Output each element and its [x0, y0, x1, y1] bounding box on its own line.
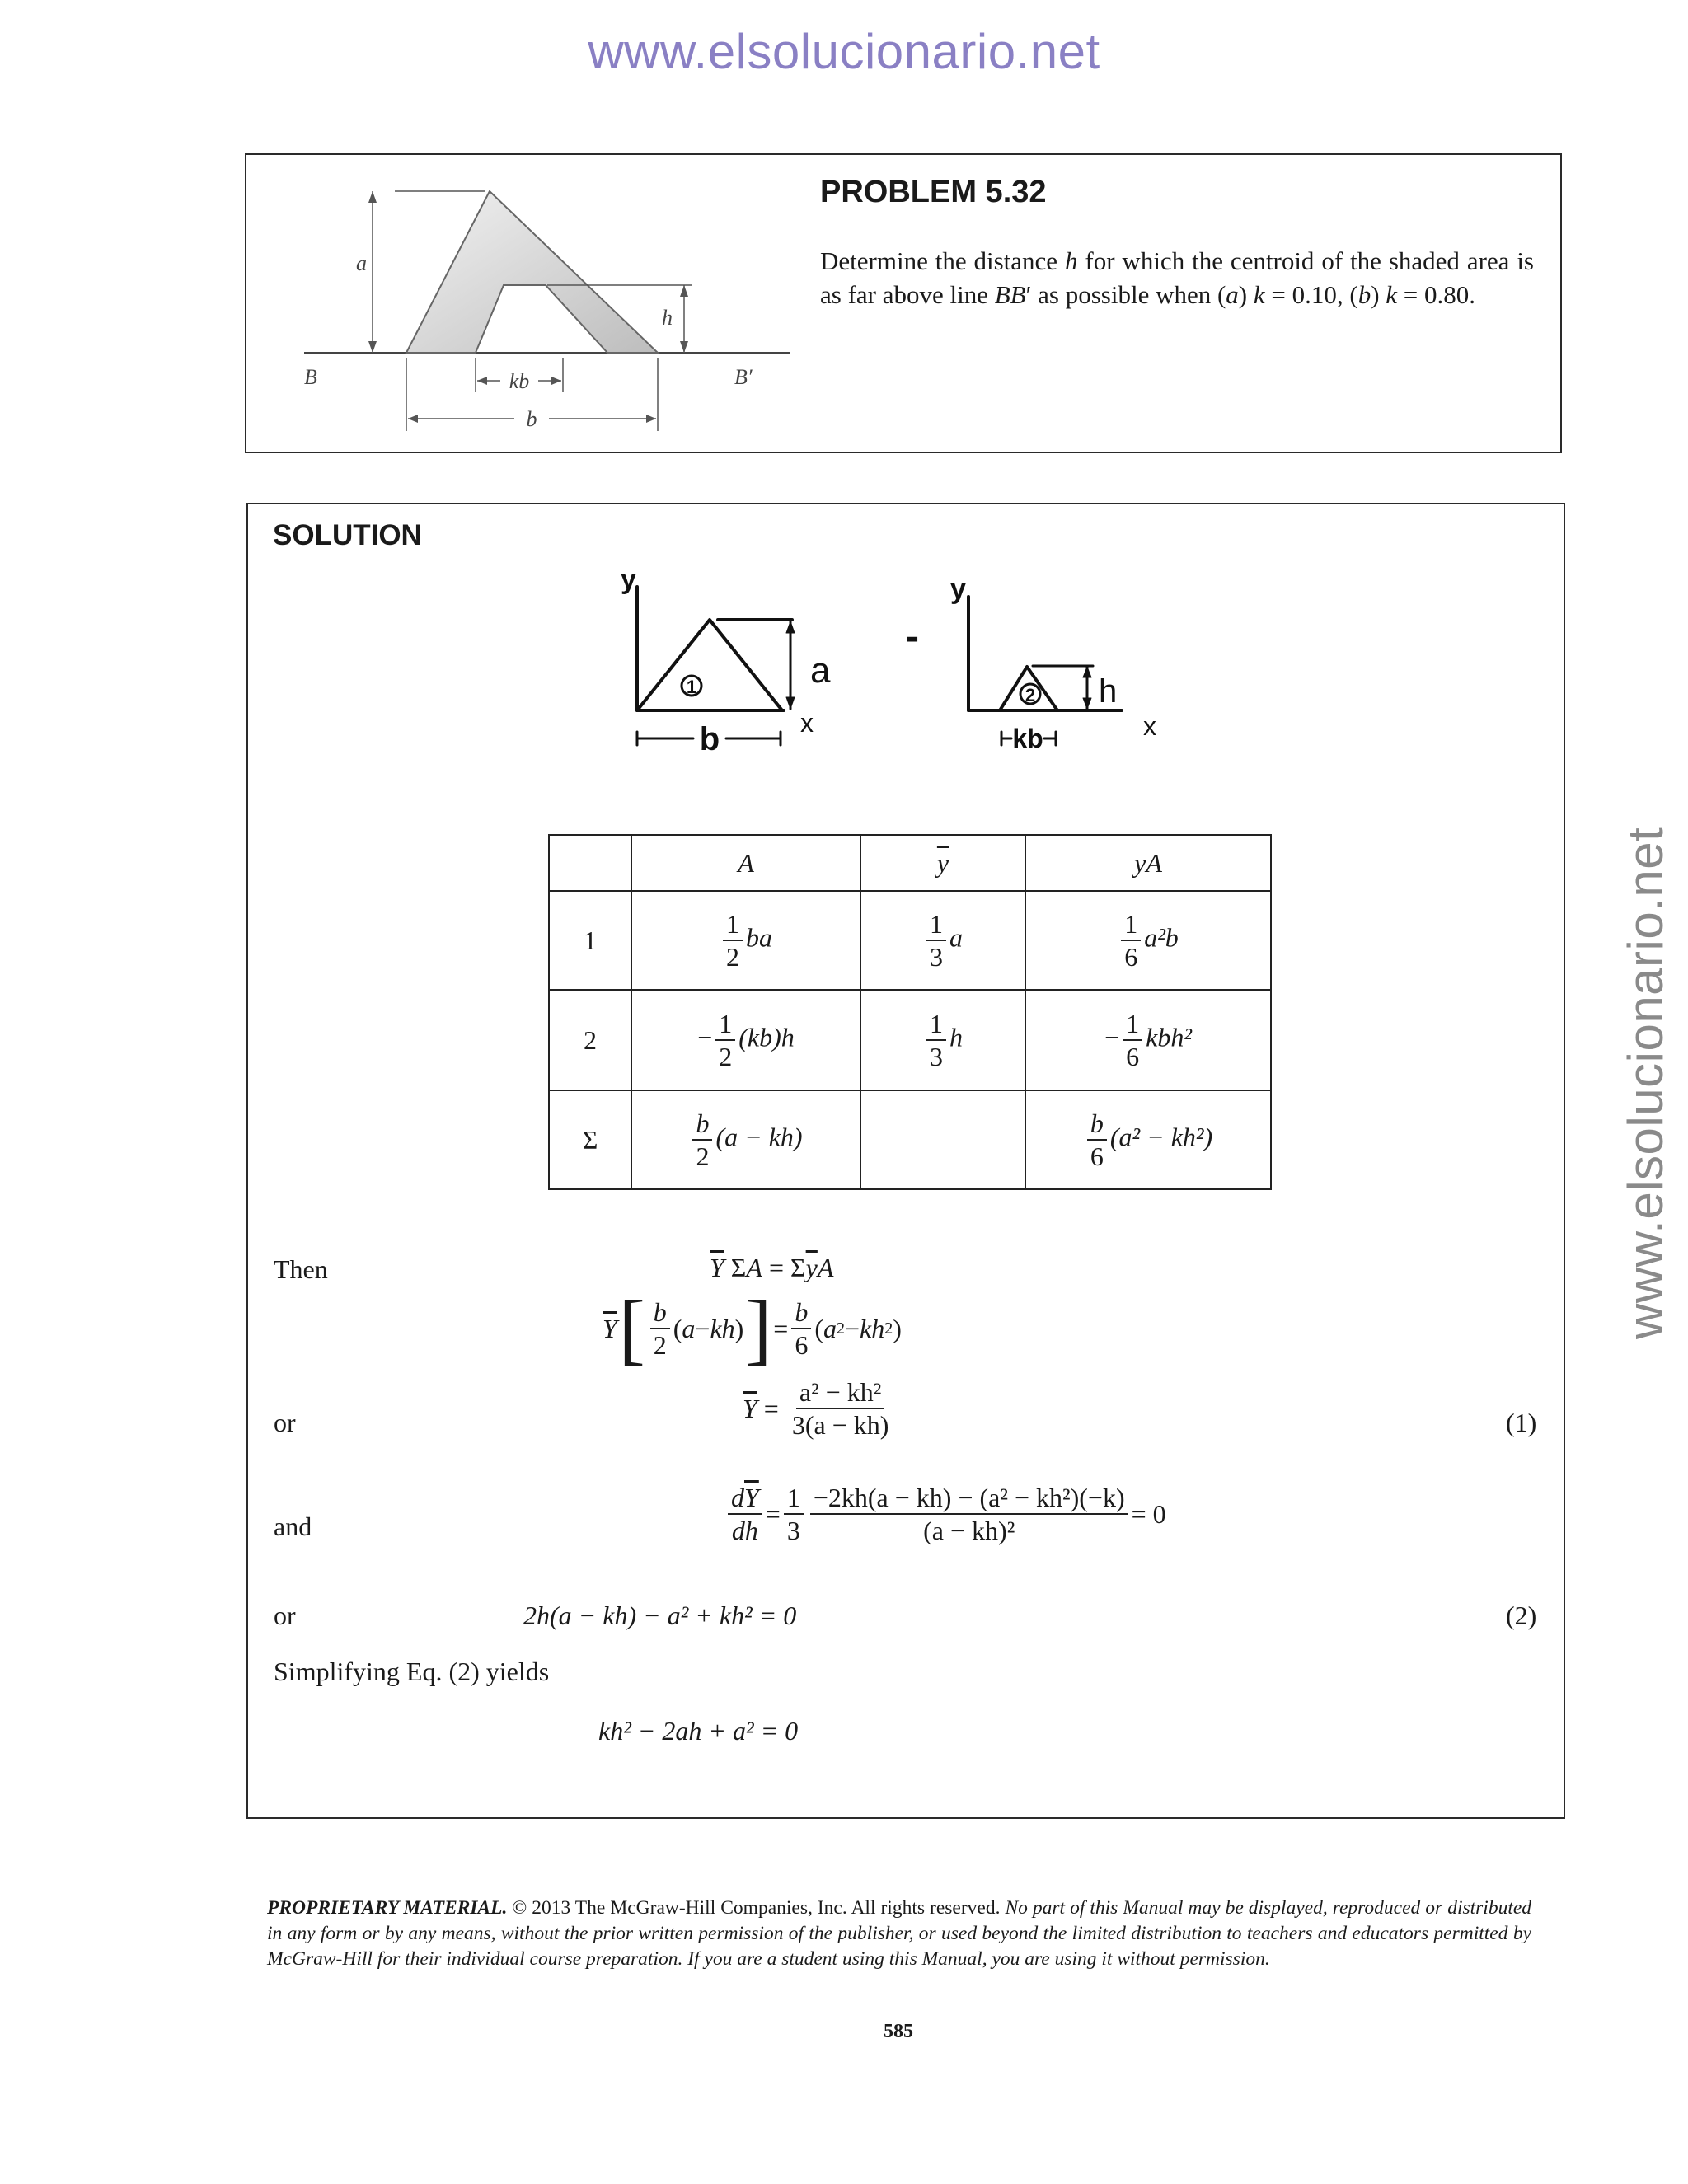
header-yA: yA [1025, 835, 1271, 891]
header-y: $\overline{y}$ [860, 835, 1025, 891]
row2-A: − $\frac{1}{2}$ (kb)h [631, 990, 860, 1090]
sketch-y2: y [950, 574, 966, 605]
fig-label-b: b [526, 407, 537, 431]
problem-text: Determine the distance h for which the centroid of the shaded area is as far above line BB′ as possible when (a) k = 0.10, (b) k = 0.80. [820, 246, 1534, 309]
sketch-x1: x [800, 708, 814, 738]
table-row [549, 990, 1271, 1090]
row1-y: $\frac{1}{3}$ a [860, 891, 1025, 990]
eq-derivative: $\frac{d\overline{Y}}{dh}$ = $\frac{1}{3}$ $\frac{\text{−2kh(a − kh) − (a² − kh²)(−k)}}{\text{(a − kh)²}}$ = 0 [724, 1482, 1166, 1546]
problem-title: PROBLEM 5.32 [820, 175, 1047, 209]
page-number: 585 [884, 2021, 913, 2042]
label-simplify: Simplifying Eq. (2) yields [274, 1657, 550, 1686]
problem-figure [296, 163, 832, 443]
sketch-kb: kb [1012, 724, 1043, 753]
table-row [549, 891, 1271, 990]
eq1-number: (1) [1506, 1408, 1537, 1437]
footer-copyright: PROPRIETARY MATERIAL. © 2013 The McGraw-Hill Companies, Inc. All rights reserved. No part of this Manual may be displayed, reproduced or distributed in any form or by any means, without the prior written permission of the publisher, or used beyond the limited distribution to teachers and educators permitted by McGraw-Hill for their individual course preparation. If you are a student using this Manual, you are using it without permission. [267, 1897, 1532, 1970]
row3-yA: $\frac{b}{6}$ (a² − kh²) [1025, 1090, 1271, 1189]
fig-label-Bprime: B′ [734, 365, 753, 389]
sketch-x2: x [1143, 711, 1156, 741]
sketch-b: b [699, 721, 720, 757]
eq2-number: (2) [1506, 1601, 1537, 1630]
label-then: Then [274, 1254, 328, 1284]
row2-label: 2 [549, 990, 631, 1090]
centroid-table [548, 834, 1272, 1190]
watermark-side: www.elsolucionario.net [1618, 827, 1673, 1339]
row3-y [860, 1090, 1025, 1189]
eq1: $\overline{Y}$ = $\frac{\text{a² − kh²}}{3(a - kh)}$ [743, 1377, 889, 1440]
eq-then-line2: $\overline{Y}$ [ $\frac{b}{2}$ ( a − kh ) ] = $\frac{b}{6}$ ( a 2 − kh 2 ) [603, 1284, 902, 1372]
sketch-h: h [1099, 673, 1118, 710]
eq-then-line1: $\overline{Y}$ $\Sigma A = \Sigma\overline{y}A$ [710, 1253, 834, 1282]
table-row [549, 1090, 1271, 1189]
sketch-y1: y [621, 570, 636, 595]
header-blank [549, 835, 631, 891]
row3-A: $\frac{b}{2}$ (a − kh) [631, 1090, 860, 1189]
sketch-minus: - [906, 615, 919, 658]
row1-label: 1 [549, 891, 631, 990]
eq-final: kh² − 2ah + a² = 0 [598, 1716, 799, 1746]
label-or-1: or [274, 1408, 296, 1437]
solution-title: SOLUTION [273, 519, 422, 551]
fig-label-B: B [304, 365, 317, 389]
row1-A: $\frac{1}{2}$ ba [631, 891, 860, 990]
row1-yA: $\frac{1}{6}$ a²b [1025, 891, 1271, 990]
fig-label-kb: kb [509, 369, 530, 393]
problem-box [245, 153, 1562, 453]
fig-label-a: a [356, 251, 367, 275]
label-or-2: or [274, 1601, 296, 1630]
label-and: and [274, 1511, 312, 1541]
header-A: A [631, 835, 860, 891]
eq2: 2h(a − kh) − a² + kh² = 0 [523, 1601, 797, 1630]
sketch-a: a [810, 650, 831, 691]
solution-box [246, 503, 1565, 1819]
row2-y: $\frac{1}{3}$ h [860, 990, 1025, 1090]
fig-label-h: h [662, 306, 673, 330]
solution-sketch [594, 570, 1221, 809]
watermark-top: www.elsolucionario.net [588, 24, 1100, 79]
sketch-n1: 1 [686, 677, 697, 697]
sketch-n2: 2 [1025, 685, 1036, 705]
row3-label: Σ [549, 1090, 631, 1189]
row2-yA: − $\frac{1}{6}$ kbh² [1025, 990, 1271, 1090]
